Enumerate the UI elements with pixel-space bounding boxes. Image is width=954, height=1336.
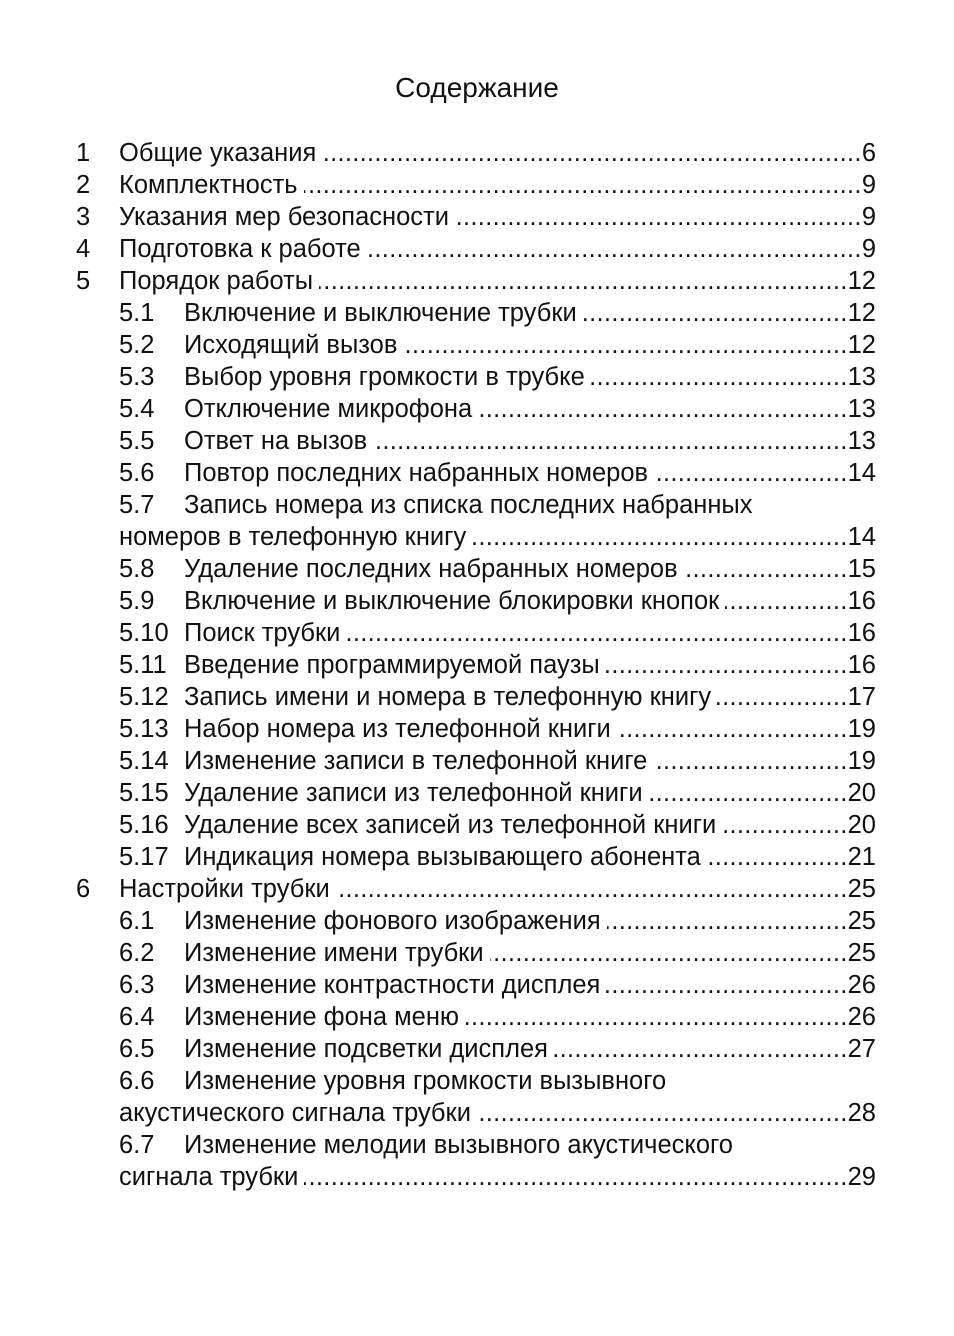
toc-entry-number: 5.10 (119, 619, 169, 647)
toc-entry-title: Включение и выключение трубки (184, 299, 577, 327)
toc-entry-title: Выбор уровня громкости в трубке (184, 363, 585, 391)
toc-entry-page: 6 (861, 139, 876, 167)
dot-leader (465, 1001, 848, 1033)
dot-leader (478, 393, 847, 425)
toc-entry-number: 6.1 (119, 907, 155, 935)
toc-entry-page: 9 (861, 203, 876, 231)
toc-entry-number: 5.7 (119, 491, 155, 519)
toc-entry (76, 809, 876, 841)
toc-entry-continuation (76, 1097, 876, 1129)
dot-leader (707, 841, 848, 873)
dot-leader (477, 1097, 848, 1129)
dot-leader (554, 1033, 848, 1065)
table-of-contents (76, 137, 876, 1193)
dot-leader (654, 457, 848, 489)
dot-leader (617, 713, 848, 745)
toc-entry (76, 233, 876, 265)
toc-entry-page: 26 (847, 971, 876, 999)
toc-entry-page: 25 (847, 939, 876, 967)
toc-entry-page: 16 (847, 587, 876, 615)
toc-entry (76, 841, 876, 873)
toc-entry-page: 16 (847, 619, 876, 647)
dot-leader (717, 681, 848, 713)
dot-leader (322, 137, 862, 169)
toc-entry (76, 265, 876, 297)
toc-entry (76, 489, 876, 521)
dot-leader (607, 905, 848, 937)
toc-entry-page: 28 (847, 1099, 876, 1127)
toc-entry-page: 9 (861, 171, 876, 199)
toc-entry (76, 713, 876, 745)
toc-entry-title: Изменение записи в телефонной книге (184, 747, 648, 775)
toc-entry-page: 20 (847, 811, 876, 839)
toc-entry (76, 169, 876, 201)
toc-entry-page: 14 (847, 459, 876, 487)
toc-entry-title: Указания мер безопасности (119, 203, 449, 231)
toc-entry-title: Запись имени и номера в телефонную книгу (184, 683, 712, 711)
toc-entry (76, 1065, 876, 1097)
toc-entry-continuation (76, 1161, 876, 1193)
toc-entry-page: 9 (861, 235, 876, 263)
toc-entry-page: 25 (847, 875, 876, 903)
toc-entry (76, 361, 876, 393)
toc-entry-number: 5.2 (119, 331, 155, 359)
toc-entry (76, 617, 876, 649)
toc-entry-title: Набор номера из телефонной книги (184, 715, 611, 743)
toc-entry (76, 297, 876, 329)
toc-entry-page: 15 (847, 555, 876, 583)
toc-entry-number: 6.4 (119, 1003, 155, 1031)
toc-entry-number: 5.5 (119, 427, 155, 455)
toc-entry (76, 969, 876, 1001)
toc-entry-number: 5.6 (119, 459, 155, 487)
toc-entry-number: 4 (76, 235, 91, 263)
toc-entry-title: Удаление последних набранных номеров (184, 555, 678, 583)
toc-entry-page: 13 (847, 427, 876, 455)
toc-entry-number: 5.16 (119, 811, 169, 839)
toc-entry-page: 21 (847, 843, 876, 871)
toc-entry-page: 20 (847, 779, 876, 807)
toc-entry-title: Порядок работы (119, 267, 314, 295)
toc-entry-title: Повтор последних набранных номеров (184, 459, 649, 487)
toc-entry-title: Включение и выключение блокировки кнопок (184, 587, 720, 615)
toc-entry-title: Изменение подсветки дисплея (184, 1035, 548, 1063)
toc-entry-title: Ответ на вызов (184, 427, 368, 455)
dot-leader (336, 873, 848, 905)
toc-entry-number: 6 (76, 875, 91, 903)
toc-entry-title: Исходящий вызов (184, 331, 398, 359)
toc-entry (76, 905, 876, 937)
dot-leader (490, 937, 848, 969)
toc-entry-number: 6.2 (119, 939, 155, 967)
toc-entry-page: 27 (847, 1035, 876, 1063)
toc-entry-title-continued: сигнала трубки (119, 1163, 299, 1191)
dot-leader (346, 617, 847, 649)
toc-entry-page: 13 (847, 363, 876, 391)
toc-entry-title: Индикация номера вызывающего абонента (184, 843, 701, 871)
dot-leader (722, 809, 847, 841)
toc-entry-title: Изменение мелодии вызывного акустического (184, 1131, 733, 1159)
toc-entry-title: Изменение контрастности дисплея (184, 971, 601, 999)
toc-entry-page: 25 (847, 907, 876, 935)
toc-entry-page: 17 (847, 683, 876, 711)
toc-entry-number: 6.3 (119, 971, 155, 999)
toc-entry-title: Запись номера из списка последних набранных (184, 491, 753, 519)
toc-entry-page: 19 (847, 715, 876, 743)
toc-entry-title: Удаление всех записей из телефонной книги (184, 811, 717, 839)
toc-entry (76, 681, 876, 713)
toc-entry-title: Поиск трубки (184, 619, 341, 647)
toc-entry (76, 585, 876, 617)
toc-entry-number: 6.6 (119, 1067, 155, 1095)
toc-entry-number: 6.7 (119, 1131, 155, 1159)
toc-entry-number: 5.14 (119, 747, 169, 775)
dot-leader (649, 777, 848, 809)
toc-entry-title-continued: номеров в телефонную книгу (119, 523, 467, 551)
toc-entry (76, 745, 876, 777)
dot-leader (373, 425, 847, 457)
dot-leader (583, 297, 848, 329)
toc-entry (76, 137, 876, 169)
toc-entry-page: 26 (847, 1003, 876, 1031)
toc-entry-title: Общие указания (119, 139, 317, 167)
toc-entry (76, 425, 876, 457)
dot-leader (606, 969, 847, 1001)
toc-entry-page: 16 (847, 651, 876, 679)
toc-entry-title: Комплектность (119, 171, 298, 199)
toc-entry-title: Удаление записи из телефонной книги (184, 779, 643, 807)
toc-entry (76, 201, 876, 233)
page-title: Содержание (395, 72, 559, 103)
toc-entry (76, 1001, 876, 1033)
toc-entry-number: 5.17 (119, 843, 169, 871)
toc-entry-continuation (76, 521, 876, 553)
toc-entry (76, 553, 876, 585)
toc-entry (76, 873, 876, 905)
dot-leader (304, 1161, 847, 1193)
toc-entry (76, 1129, 876, 1161)
toc-entry-number: 1 (76, 139, 91, 167)
dot-leader (606, 649, 848, 681)
toc-entry-number: 5.15 (119, 779, 169, 807)
toc-entry-title: Отключение микрофона (184, 395, 473, 423)
toc-entry-number: 5.4 (119, 395, 155, 423)
toc-entry-page: 12 (847, 299, 876, 327)
toc-entry-number: 6.5 (119, 1035, 155, 1063)
toc-entry-number: 5.11 (119, 651, 167, 679)
toc-entry-number: 5 (76, 267, 91, 295)
toc-entry-page: 29 (847, 1163, 876, 1191)
toc-entry-title: Подготовка к работе (119, 235, 361, 263)
dot-leader (591, 361, 848, 393)
toc-entry-number: 5.12 (119, 683, 169, 711)
dot-leader (653, 745, 847, 777)
toc-entry-title-continued: акустического сигнала трубки (119, 1099, 471, 1127)
toc-entry (76, 937, 876, 969)
toc-entry (76, 329, 876, 361)
toc-entry-page: 12 (847, 331, 876, 359)
toc-entry-title: Введение программируемой паузы (184, 651, 600, 679)
toc-entry-number: 3 (76, 203, 91, 231)
dot-leader (367, 233, 862, 265)
dot-leader (403, 329, 847, 361)
toc-entry-page: 13 (847, 395, 876, 423)
toc-entry-page: 12 (847, 267, 876, 295)
toc-entry (76, 393, 876, 425)
toc-entry (76, 457, 876, 489)
toc-entry (76, 777, 876, 809)
toc-entry-title: Изменение имени трубки (184, 939, 484, 967)
dot-leader (684, 553, 848, 585)
toc-entry-title: Изменение фонового изображения (184, 907, 601, 935)
toc-entry-number: 5.1 (119, 299, 155, 327)
dot-leader (725, 585, 847, 617)
toc-entry (76, 1033, 876, 1065)
toc-entry-title: Изменение уровня громкости вызывного (184, 1067, 667, 1095)
toc-entry (76, 649, 876, 681)
toc-entry-number: 5.9 (119, 587, 155, 615)
toc-entry-number: 5.8 (119, 555, 155, 583)
dot-leader (455, 201, 862, 233)
toc-entry-number: 2 (76, 171, 91, 199)
toc-entry-number: 5.13 (119, 715, 169, 743)
toc-entry-page: 19 (847, 747, 876, 775)
dot-leader (304, 169, 862, 201)
toc-entry-number: 5.3 (119, 363, 155, 391)
dot-leader (319, 265, 848, 297)
toc-entry-page: 14 (847, 523, 876, 551)
dot-leader (472, 521, 847, 553)
toc-entry-title: Настройки трубки (119, 875, 330, 903)
toc-entry-title: Изменение фона меню (184, 1003, 460, 1031)
